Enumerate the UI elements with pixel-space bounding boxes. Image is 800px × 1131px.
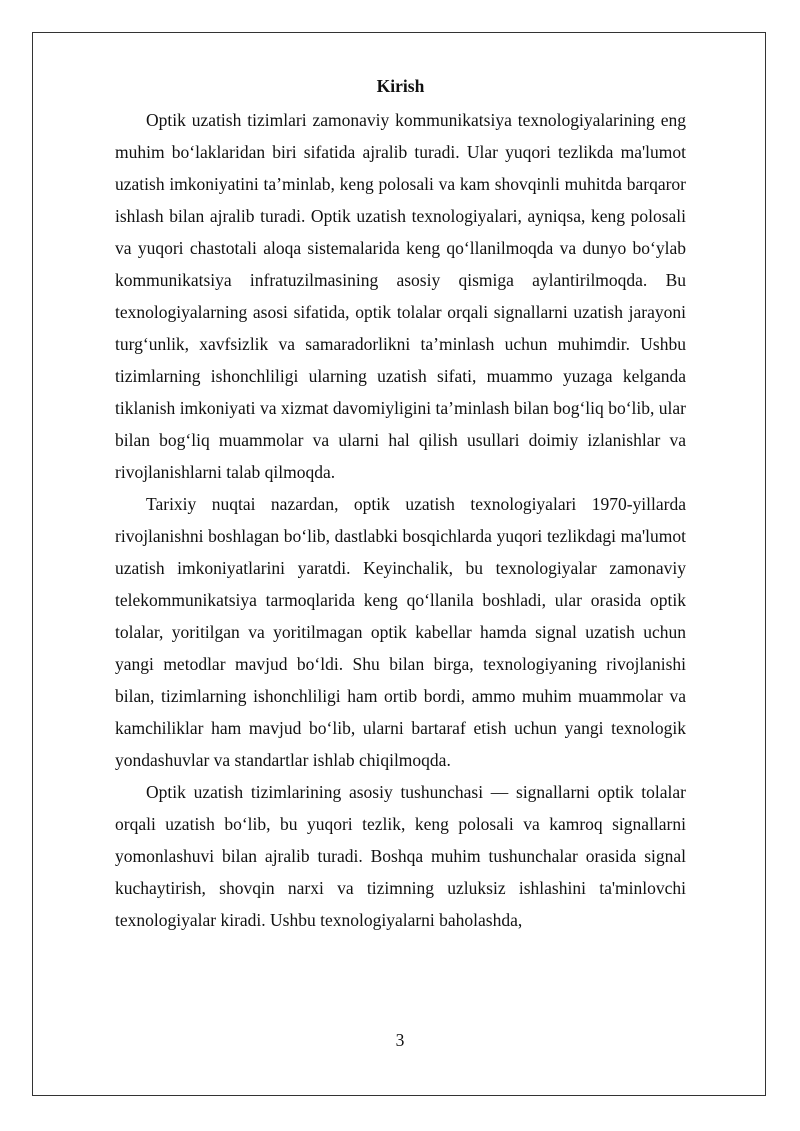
- paragraph-3: Optik uzatish tizimlarining asosiy tushunchasi — signallarni optik tolalar orqali uzatish boʻlib, bu yuqori tezlik, keng polosali va kamroq signallarni yomonlashuvi bilan ajralib turadi. Boshqa muhim tushunchalar orasida signal kuchaytirish, shovqin narxi va tizimning uzluksiz ishlashini ta'minlovchi texnologiyalar kiradi. Ushbu texnologiyalarni baholashda,: [115, 782, 686, 930]
- page-content: [115, 74, 686, 936]
- paragraph-1: Optik uzatish tizimlari zamonaviy kommunikatsiya texnologiyalarining eng muhim boʻlaklaridan biri sifatida ajralib turadi. Ular yuqori tezlikda ma'lumot uzatish imkoniyatini ta’minlab, keng polosali va kam shovqinli muhitda barqaror ishlash bilan ajralib turadi. Optik uzatish texnologiyalari, ayniqsa, keng polosali va yuqori chastotali aloqa sistemalarida keng qoʻllanilmoqda va dunyo boʻylab kommunikatsiya infratuzilmasining asosiy qismiga aylantirilmoqda. Bu texnologiyalarning asosi sifatida, optik tolalar orqali signallarni uzatish jarayoni turgʻunlik, xavfsizlik va samaradorlikni ta’minlash uchun muhimdir. Ushbu tizimlarning ishonchliligi ularning uzatish sifati, muammo yuzaga kelganda tiklanish imkoniyati va xizmat davomiyligini ta’minlash bilan bogʻliq boʻlib, ular bilan bogʻliq muammolar va ularni hal qilish usullari doimiy izlanishlar va rivojlanishlarni talab qilmoqda.: [115, 110, 686, 482]
- page-number: 3: [395, 1030, 405, 1050]
- section-title: Kirish: [376, 76, 425, 96]
- paragraph-2: Tarixiy nuqtai nazardan, optik uzatish texnologiyalari 1970-yillarda rivojlanishni boshlagan boʻlib, dastlabki bosqichlarda yuqori tezlikdagi ma'lumot uzatish imkoniyatlarini yaratdi. Keyinchalik, bu texnologiyalar zamonaviy telekommunikatsiya tarmoqlarida keng qoʻllanila boshladi, ular orasida optik tolalar, yoritilgan va yoritilmagan optik kabellar hamda signal uzatish uchun yangi metodlar mavjud boʻldi. Shu bilan birga, texnologiyaning rivojlanishi bilan, tizimlarning ishonchliligi ham ortib bordi, ammo muhim muammolar va kamchiliklar ham mavjud boʻlib, ularni bartaraf etish uchun yangi texnologik yondashuvlar va standartlar ishlab chiqilmoqda.: [115, 494, 686, 770]
